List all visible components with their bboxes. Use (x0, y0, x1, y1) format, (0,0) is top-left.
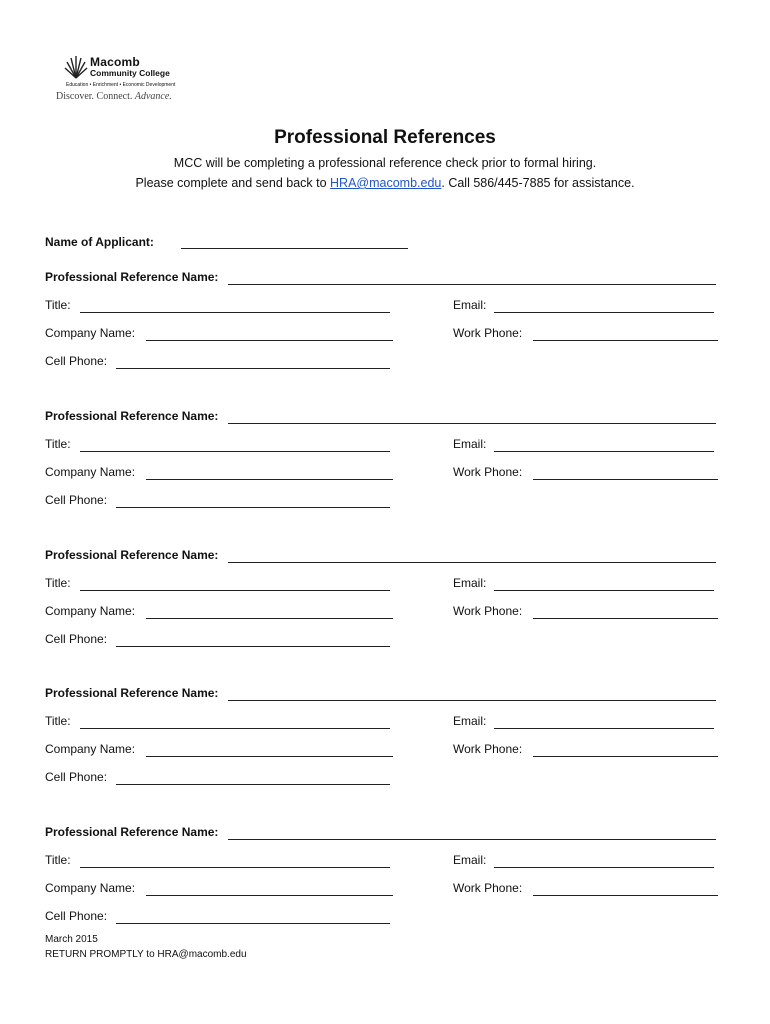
email-row (453, 576, 486, 590)
email-row (453, 853, 486, 867)
work-phone-label: Work Phone: (453, 742, 523, 756)
reference-name-field[interactable] (228, 284, 716, 285)
reference-name-label: Professional Reference Name: (45, 548, 219, 562)
email-field[interactable] (494, 867, 714, 868)
applicant-row (45, 235, 154, 249)
company-row (45, 742, 135, 756)
reference-name-row (45, 686, 218, 700)
reference-name-row (45, 825, 218, 839)
intro-line-1: MCC will be completing a professional reference check prior to formal hiring. (173, 156, 597, 170)
footer-date: March 2015 (45, 934, 98, 945)
company-field[interactable] (146, 340, 393, 341)
cell-phone-label: Cell Phone: (45, 909, 108, 923)
work-phone-label: Work Phone: (453, 604, 523, 618)
company-label: Company Name: (45, 465, 136, 479)
company-row (45, 881, 135, 895)
company-row (45, 465, 135, 479)
work-phone-row (453, 326, 522, 340)
company-row (45, 604, 135, 618)
title-label: Title: (45, 298, 71, 312)
title-field[interactable] (80, 590, 390, 591)
title-field[interactable] (80, 451, 390, 452)
company-row (45, 326, 135, 340)
cell-phone-field[interactable] (116, 646, 390, 647)
logo-slogan: Discover. Connect. Advance. (56, 91, 172, 102)
sunburst-logo-icon (62, 54, 90, 80)
email-label: Email: (453, 437, 487, 451)
footer-return-note: RETURN PROMPTLY to HRA@macomb.edu (45, 949, 247, 960)
cell-phone-row (45, 632, 107, 646)
cell-phone-row (45, 909, 107, 923)
reference-name-field[interactable] (228, 700, 716, 701)
work-phone-row (453, 465, 522, 479)
work-phone-field[interactable] (533, 479, 718, 480)
work-phone-row (453, 742, 522, 756)
page-title: Professional References (274, 127, 496, 148)
reference-name-row (45, 270, 218, 284)
cell-phone-row (45, 770, 107, 784)
logo-name-line2: Community College (90, 68, 170, 78)
reference-name-row (45, 548, 218, 562)
email-field[interactable] (494, 590, 714, 591)
company-label: Company Name: (45, 326, 136, 340)
email-row (453, 714, 486, 728)
applicant-label: Name of Applicant: (45, 235, 154, 249)
title-label: Title: (45, 714, 71, 728)
college-logo (56, 52, 196, 106)
reference-name-field[interactable] (228, 562, 716, 563)
work-phone-row (453, 881, 522, 895)
intro-line-2: Please complete and send back to HRA@macomb.edu. Call 586/445-7885 for assistance. (135, 176, 635, 190)
applicant-name-field[interactable] (181, 248, 408, 249)
title-row (45, 714, 71, 728)
cell-phone-label: Cell Phone: (45, 632, 108, 646)
email-field[interactable] (494, 312, 714, 313)
title-field[interactable] (80, 728, 390, 729)
email-row (453, 298, 486, 312)
work-phone-label: Work Phone: (453, 326, 523, 340)
logo-name-line1: Macomb (90, 55, 140, 69)
title-row (45, 298, 71, 312)
title-label: Title: (45, 437, 71, 451)
cell-phone-row (45, 354, 107, 368)
title-field[interactable] (80, 867, 390, 868)
company-field[interactable] (146, 895, 393, 896)
cell-phone-field[interactable] (116, 507, 390, 508)
reference-name-label: Professional Reference Name: (45, 825, 219, 839)
email-label: Email: (453, 853, 487, 867)
work-phone-field[interactable] (533, 618, 718, 619)
company-field[interactable] (146, 479, 393, 480)
title-row (45, 437, 71, 451)
cell-phone-label: Cell Phone: (45, 354, 108, 368)
logo-tagline: Education • Enrichment • Economic Development (66, 82, 176, 88)
hr-email-link[interactable]: HRA@macomb.edu (330, 176, 442, 190)
work-phone-label: Work Phone: (453, 881, 523, 895)
cell-phone-row (45, 493, 107, 507)
email-row (453, 437, 486, 451)
email-field[interactable] (494, 451, 714, 452)
work-phone-field[interactable] (533, 340, 718, 341)
footer (45, 932, 247, 962)
company-label: Company Name: (45, 604, 136, 618)
title-row (45, 576, 71, 590)
work-phone-row (453, 604, 522, 618)
reference-name-label: Professional Reference Name: (45, 686, 219, 700)
title-label: Title: (45, 853, 71, 867)
company-field[interactable] (146, 756, 393, 757)
cell-phone-label: Cell Phone: (45, 493, 108, 507)
reference-name-label: Professional Reference Name: (45, 409, 219, 423)
work-phone-field[interactable] (533, 895, 718, 896)
title-field[interactable] (80, 312, 390, 313)
cell-phone-field[interactable] (116, 784, 390, 785)
title-row (45, 853, 71, 867)
reference-name-field[interactable] (228, 423, 716, 424)
email-label: Email: (453, 714, 487, 728)
company-field[interactable] (146, 618, 393, 619)
email-label: Email: (453, 576, 487, 590)
reference-name-field[interactable] (228, 839, 716, 840)
title-label: Title: (45, 576, 71, 590)
email-field[interactable] (494, 728, 714, 729)
reference-name-label: Professional Reference Name: (45, 270, 219, 284)
work-phone-label: Work Phone: (453, 465, 523, 479)
cell-phone-field[interactable] (116, 923, 390, 924)
company-label: Company Name: (45, 881, 136, 895)
work-phone-field[interactable] (533, 756, 718, 757)
company-label: Company Name: (45, 742, 136, 756)
cell-phone-label: Cell Phone: (45, 770, 108, 784)
cell-phone-field[interactable] (116, 368, 390, 369)
reference-name-row (45, 409, 218, 423)
email-label: Email: (453, 298, 487, 312)
